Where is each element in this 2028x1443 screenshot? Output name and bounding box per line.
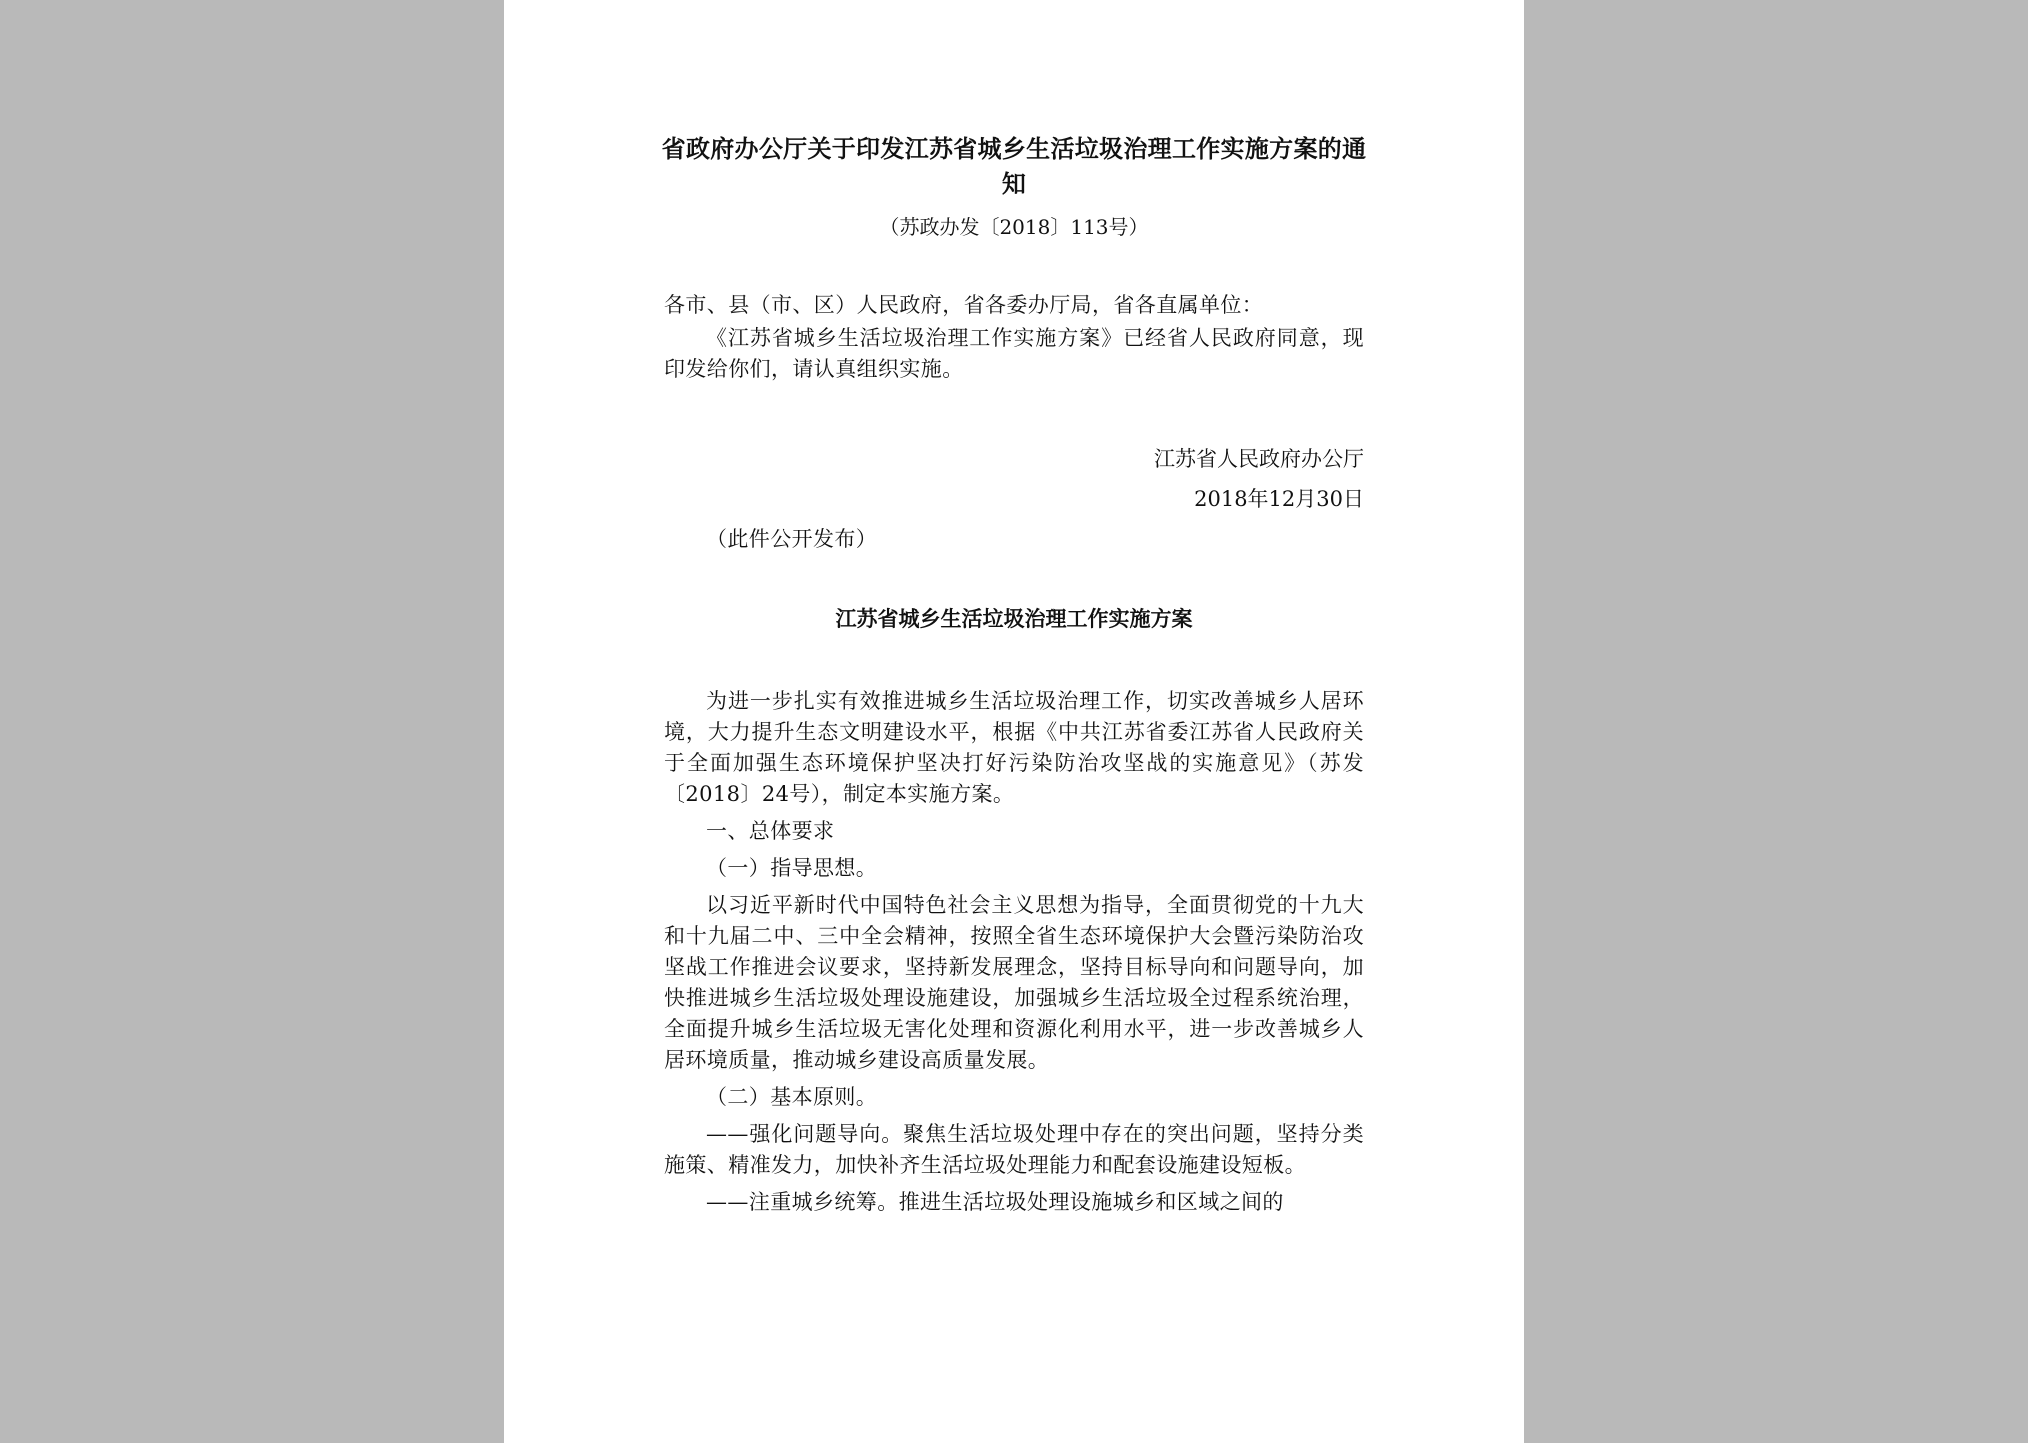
principle-paragraph: ——注重城乡统筹。推进生活垃圾处理设施城乡和区域之间的: [706, 1190, 1284, 1214]
plan-intro: 为进一步扎实有效推进城乡生活垃圾治理工作，切实改善城乡人居环境，大力提升生态文明建设水平，根据《中共江苏省委江苏省人民政府关于全面加强生态环境保护坚决打好污染防治攻坚战的实施意见》（苏发〔2018〕24号），制定本实施方案。: [664, 689, 1364, 806]
notice-title: 省政府办公厅关于印发江苏省城乡生活垃圾治理工作实施方案的通知: [661, 135, 1367, 198]
notice-body: [664, 290, 1364, 385]
document-page: [504, 0, 1524, 1443]
subsection-heading: （二）基本原则。: [706, 1085, 878, 1109]
issuer: 江苏省人民政府办公厅: [1154, 447, 1364, 471]
principle-paragraph: ——强化问题导向。聚焦生活垃圾处理中存在的突出问题，坚持分类施策、精准发力，加快补齐生活垃圾处理能力和配套设施建设短板。: [664, 1122, 1364, 1177]
publish-note: （此件公开发布）: [706, 527, 878, 551]
notice-paragraph: 《江苏省城乡生活垃圾治理工作实施方案》已经省人民政府同意，现印发给你们，请认真组织实施。: [664, 326, 1364, 381]
subsection-heading: （一）指导思想。: [706, 856, 878, 880]
plan-body: [664, 686, 1364, 1218]
recipients: 各市、县（市、区）人民政府，省各委办厅局，省各直属单位：: [664, 293, 1264, 317]
document-number: （苏政办发〔2018〕113号）: [879, 215, 1149, 239]
guiding-paragraph: 以习近平新时代中国特色社会主义思想为指导，全面贯彻党的十九大和十九届二中、三中全会精神，按照全省生态环境保护大会暨污染防治攻坚战工作推进会议要求，坚持新发展理念，坚持目标导向和问题导向，加快推进城乡生活垃圾处理设施建设，加强城乡生活垃圾全过程系统治理，全面提升城乡生活垃圾无害化处理和资源化利用水平，进一步改善城乡人居环境质量，推动城乡建设高质量发展。: [664, 893, 1364, 1072]
section-heading: 一、总体要求: [706, 819, 835, 843]
publish-note-block: [664, 524, 1364, 555]
issue-date: 2018年12月30日: [1194, 487, 1364, 511]
plan-title: 江苏省城乡生活垃圾治理工作实施方案: [835, 607, 1193, 631]
